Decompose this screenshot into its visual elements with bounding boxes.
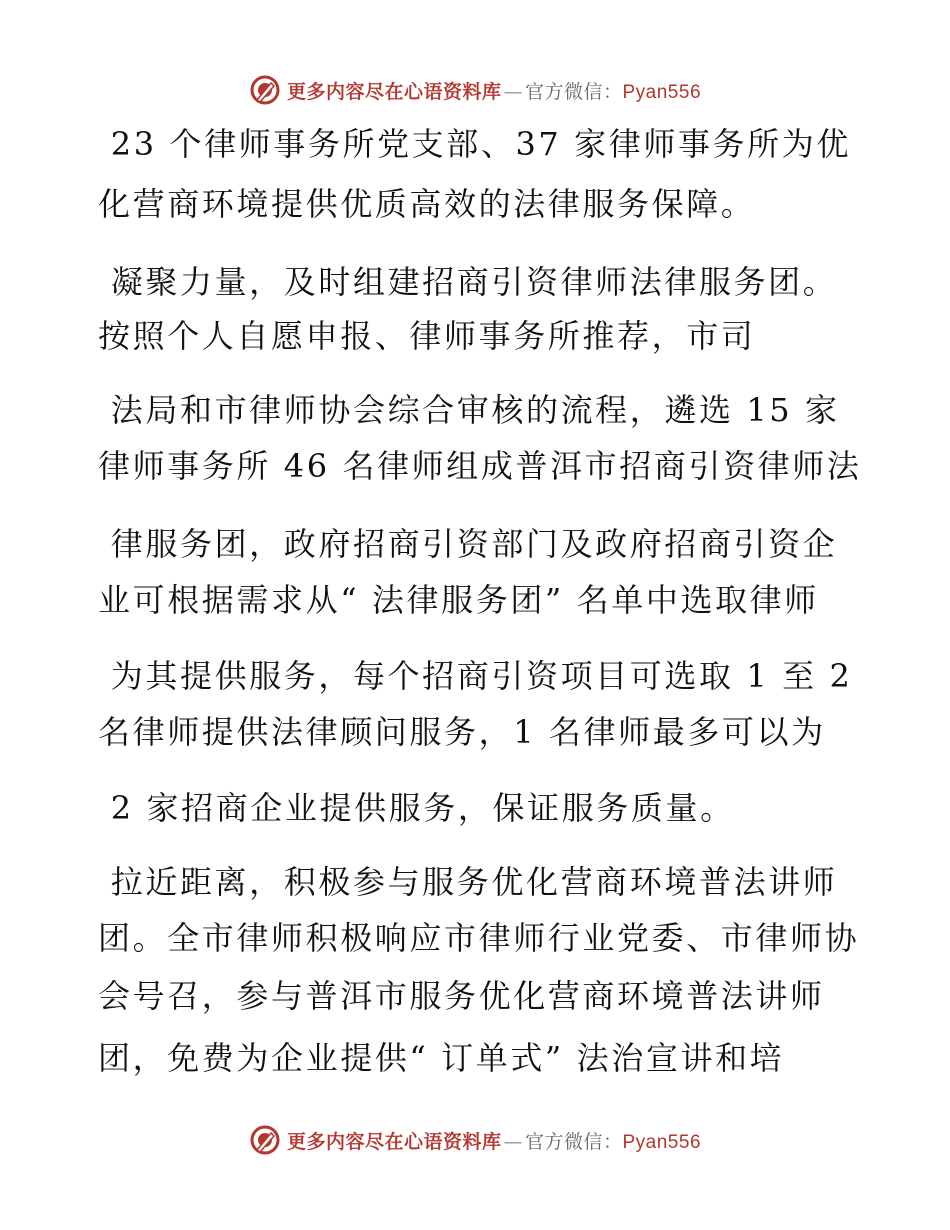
banner-text — [287, 77, 701, 104]
text-line: 团。全市律师积极响应市律师行业党委、市律师协 — [98, 919, 860, 957]
text-line: 法局和市律师协会综合审核的流程，遴选 15 家 — [98, 391, 840, 429]
text-line: 化营商环境提供优质高效的法律服务保障。 — [98, 185, 756, 223]
banner-contact-id: Pyan556 — [622, 81, 702, 103]
text-line: 业可根据需求从“ 法律服务团” 名单中选取律师 — [98, 581, 819, 619]
text-line: 拉近距离，积极参与服务优化营商环境普法讲师 — [98, 863, 838, 901]
text-line: 23 个律师事务所党支部、37 家律师事务所为优 — [98, 125, 851, 163]
banner-promo-text: 更多内容尽在心语资料库 — [286, 80, 502, 103]
text-line: 团，免费为企业提供“ 订单式” 法治宣讲和培 — [98, 1039, 785, 1077]
text-line: 名律师提供法律顾问服务，1 名律师最多可以为 — [98, 713, 826, 751]
text-line: 律服务团，政府招商引资部门及政府招商引资企 — [98, 525, 838, 563]
banner-contact-label: 官方微信： — [524, 80, 623, 103]
text-line: 会号召，参与普洱市服务优化营商环境普法讲师 — [98, 977, 825, 1015]
footer-banner — [0, 1120, 950, 1160]
banner-separator: — — [503, 80, 523, 103]
header-banner — [0, 70, 950, 110]
banner-contact-id: Pyan556 — [622, 1131, 702, 1153]
text-line: 为其提供服务，每个招商引资项目可选取 1 至 2 — [98, 657, 853, 695]
banner-separator: — — [503, 1130, 523, 1153]
text-line: 按照个人自愿申报、律师事务所推荐，市司 — [98, 317, 756, 355]
banner-contact-label: 官方微信： — [524, 1130, 623, 1153]
text-line: 2 家招商企业提供服务，保证服务质量。 — [98, 789, 735, 827]
pen-logo-icon — [249, 74, 281, 106]
pen-logo-icon — [249, 1124, 281, 1156]
text-line: 律师事务所 46 名律师组成普洱市招商引资律师法 — [98, 447, 862, 485]
banner-text — [287, 1127, 701, 1154]
text-line: 凝聚力量，及时组建招商引资律师法律服务团。 — [98, 263, 838, 301]
banner-promo-text: 更多内容尽在心语资料库 — [286, 1130, 502, 1153]
